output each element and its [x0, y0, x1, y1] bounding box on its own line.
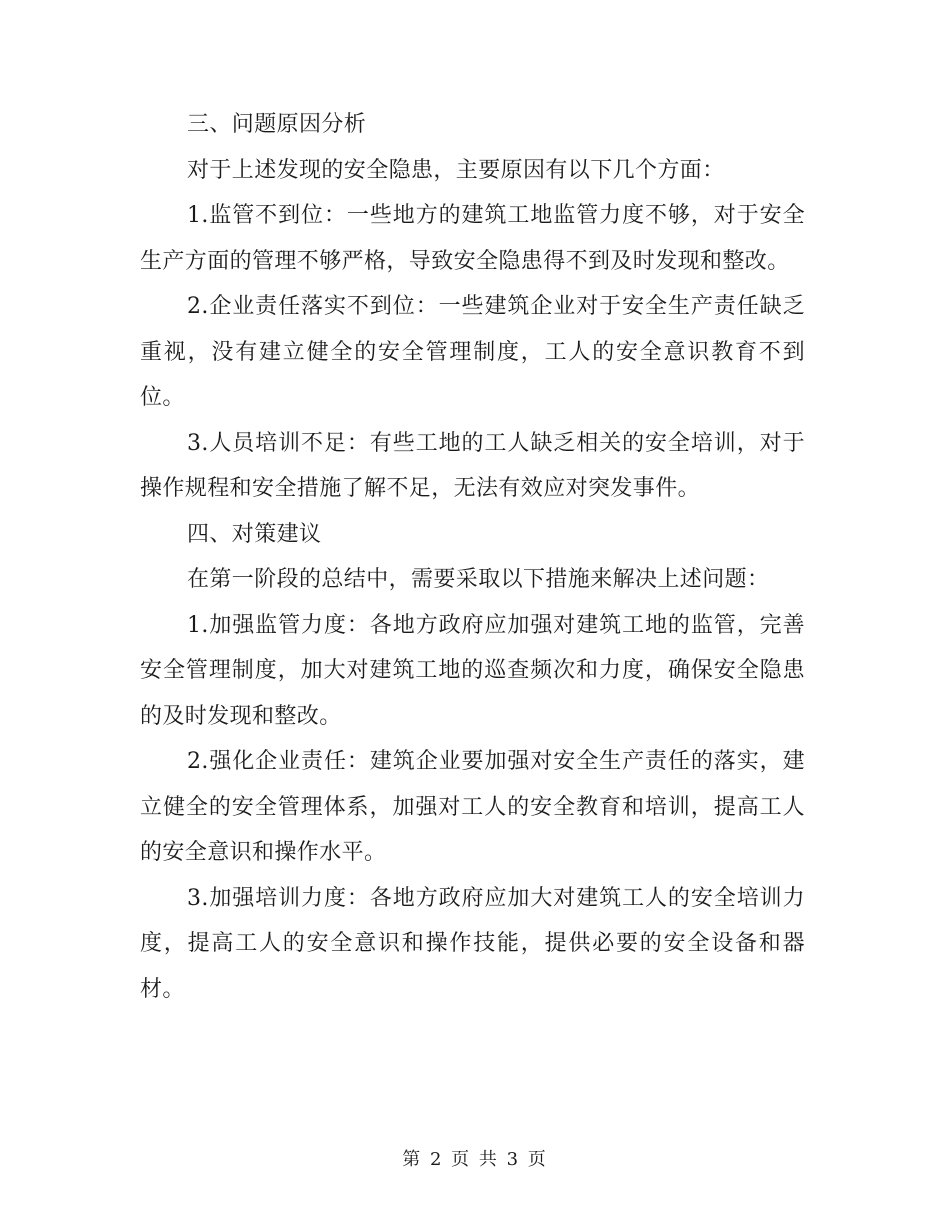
- paragraph-measure-enterprise-responsibility: 2.强化企业责任：建筑企业要加强对安全生产责任的落实，建立健全的安全管理体系，加强对工人的安全教育和培训，提高工人的安全意识和操作水平。: [140, 749, 805, 865]
- section-heading-cause-analysis: 三、问题原因分析: [187, 112, 367, 137]
- paragraph-cause-supervision: 1.监管不到位：一些地方的建筑工地监管力度不够，对于安全生产方面的管理不够严格，导致安全隐患得不到及时发现和整改。: [140, 203, 805, 274]
- paragraph-measure-training: 3.加强培训力度：各地方政府应加大对建筑工人的安全培训力度，提高工人的安全意识和操作技能，提供必要的安全设备和器材。: [140, 885, 805, 1002]
- section-heading-countermeasures: 四、对策建议: [187, 521, 322, 547]
- paragraph-measure-supervision: 1.加强监管力度：各地方政府应加强对建筑工地的监管，完善安全管理制度，加大对建筑工地的巡查频次和力度，确保安全隐患的及时发现和整改。: [140, 612, 805, 729]
- paragraph-cause-enterprise-responsibility: 2.企业责任落实不到位：一些建筑企业对于安全生产责任缺乏重视，没有建立健全的安全管理制度，工人的安全意识教育不到位。: [140, 294, 805, 410]
- paragraph-cause-training: 3.人员培训不足：有些工地的工人缺乏相关的安全培训，对于操作规程和安全措施了解不足，无法有效应对突发事件。: [140, 430, 805, 501]
- paragraph-intro-measures: 在第一阶段的总结中，需要采取以下措施来解决上述问题：: [187, 567, 770, 592]
- page-footer: 第 2 页 共 3 页: [402, 1149, 548, 1170]
- paragraph-intro-causes: 对于上述发现的安全隐患，主要原因有以下几个方面：: [187, 157, 725, 183]
- document-body: [140, 102, 805, 1012]
